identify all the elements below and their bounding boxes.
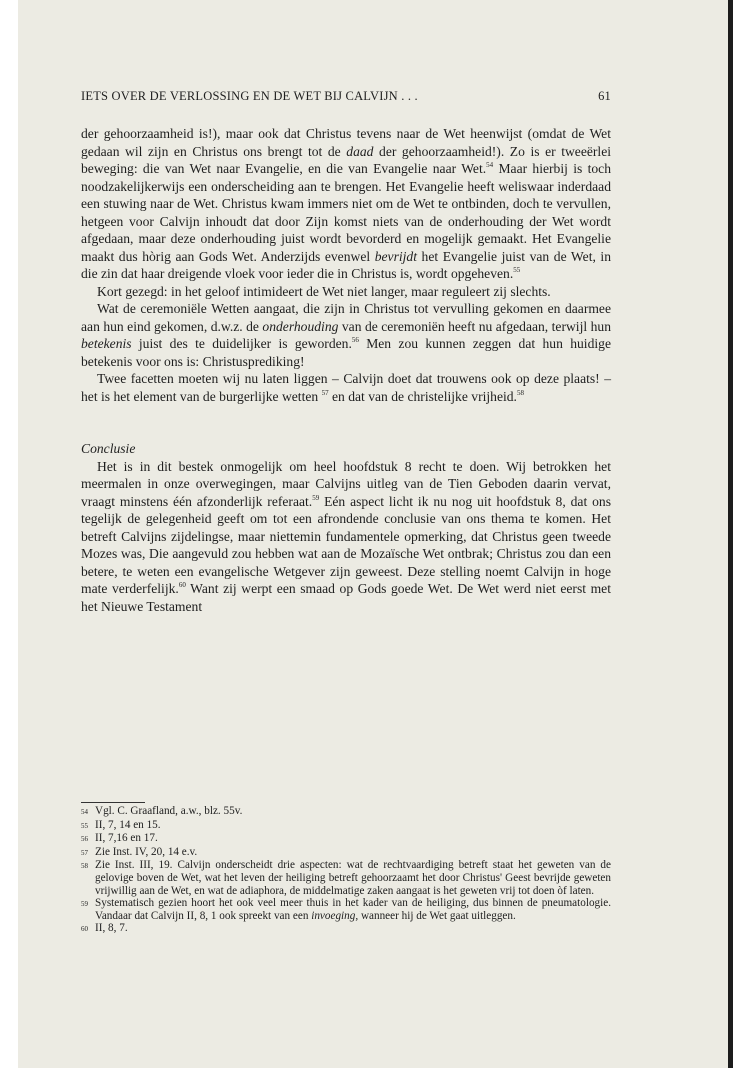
emphasis: daad <box>346 143 374 159</box>
footnote-number: 55 <box>81 821 88 830</box>
emphasis: bevrijdt <box>374 248 417 264</box>
footnote <box>81 922 611 936</box>
footnote <box>81 859 611 897</box>
emphasis: betekenis <box>81 336 132 351</box>
footnote <box>81 846 611 860</box>
footnote-number: 58 <box>81 862 88 871</box>
footnote-number: 57 <box>81 848 88 857</box>
footnote <box>81 832 611 846</box>
footnote <box>81 805 611 819</box>
footnote <box>81 819 611 833</box>
footnotes <box>81 805 611 936</box>
body-text <box>81 125 611 615</box>
running-title: IETS OVER DE VERLOSSING EN DE WET BIJ CALVIJN . . . <box>81 89 418 103</box>
footnote-text: Systematisch gezien hoort het ook veel meer thuis in het kader van de heiliging, dus binnen de pneumatologie. Vandaar dat Calvijn II, 8, 1 ook spreekt van een invoeging, wanneer hij de Wet gaat uitleggen. <box>95 897 611 922</box>
footnote-ref[interactable]: 59 <box>312 493 320 502</box>
paragraph-4: Twee facetten moeten wij nu laten liggen – Calvijn doet dat trouwens ook op deze plaats! – het is het element van de burgerlijke wetten $^{57}$ en dat van de christelijke vrijheid.$^{58}$ <box>81 371 611 404</box>
footnote-text: II, 7,16 en 17. <box>95 832 158 845</box>
footnote <box>81 897 611 922</box>
paragraph-1: der gehoorzaamheid is!), maar ook dat Christus tevens naar de Wet heenwijst (omdat de Wet gedaan wil zijn en Christus ons brengt tot de daad der gehoorzaamheid!). Zo is er tweeërlei beweging: die van Wet naar Evangelie, en die van Evangelie naar Wet.$^{54}$ Maar hierbij is toch noodzakelijkerwijs een onderscheiding aan te brengen. Het Evangelie heeft weliswaar inderdaad een stuwing naar de Wet. Christus kwam immers niet om de Wet te ontbinden, doch te vervullen, hetgeen voor Calvijn inhoudt dat door Zijn komst niets van de onderhouding der Wet wordt afgedaan, maar deze onderhouding juist wordt bevorderd en mogelijk gemaakt. Het Evangelie maakt dus hòrig aan Gods Wet. Anderzijds evenwel bevrijdt het Evangelie juist van de Wet, in die zin dat haar dreigende vloek voor ieder die in Christus is, wordt opgeheven.$^{55}$ <box>81 126 612 281</box>
footnote-number: 54 <box>81 808 88 816</box>
paragraph-3: Wat de ceremoniële Wetten aangaat, die zijn in Christus tot vervulling gekomen en daarmee aan hun eind gekomen, d.w.z. de onderhouding van de ceremoniën heeft nu afgedaan, terwijl hun betekenis juist des te duidelijker is geworden.$^{56}$ Men zou kunnen zeggen dat hun huidige betekenis voor ons is: Christusprediking! <box>81 301 611 369</box>
footnote-divider <box>81 802 145 803</box>
footnote-text: Vgl. C. Graafland, a.w., blz. 55v. <box>95 805 243 817</box>
scan-margin <box>0 0 18 1068</box>
footnote-text: Zie Inst. IV, 20, 14 e.v. <box>95 845 198 858</box>
paragraph-5: Het is in dit bestek onmogelijk om heel hoofdstuk 8 recht te doen. Wij betrokken het meermalen in onze overwegingen, maar Calvijns uitleg van de Tien Geboden daarin vervat, vraagt minstens één afzonderlijk referaat.$^{59}$ Eén aspect licht ik nu nog uit hoofdstuk 8, dat ons tegelijk de gelegenheid geeft om tot een afrondende conclusie van ons thema te komen. Het betreft Calvijns zijdelingse, maar niettemin fundamentele opmerking, dat Christus geen tweede Mozes was, Die aangevuld zou hebben wat aan de Mozaïsche Wet ontbrak; Christus zou dan een betere, te weten een evangelische Wetgever zijn geweest. Deze stelling noemt Calvijn in hoge mate verderfelijk.$^{60}$ Want zij werpt een smaad op Gods goede Wet. De Wet werd niet eerst met het Nieuwe Testament <box>81 458 611 614</box>
footnote-ref[interactable]: 58 <box>516 388 524 397</box>
emphasis: invoeging, <box>311 909 359 922</box>
footnote-text: Zie Inst. III, 19. Calvijn onderscheidt drie aspecten: wat de rechtvaardiging betreft staat het geweten van de gelovige boven de Wet, wat het leven der heiliging betreft gehoorzaamt het door Christus' Geest bevrijde geweten vrijwillig aan de Wet, en wat de adiaphora, de middelmatige zaken aangaat is het geweten vrij tot doen òf laten. <box>95 859 611 897</box>
running-header <box>81 89 611 104</box>
section-heading: Conclusie <box>81 441 136 456</box>
footnote-ref[interactable]: 60 <box>178 581 186 589</box>
footnote-ref[interactable]: 55 <box>513 266 521 274</box>
footnote-text: II, 7, 14 en 15. <box>95 818 161 831</box>
paragraph-2: Kort gezegd: in het geloof intimideert de Wet niet langer, maar reguleert zij slechts. <box>97 283 551 299</box>
emphasis: onderhouding <box>262 318 339 334</box>
page-edge <box>728 0 733 1068</box>
footnote-ref[interactable]: 57 <box>321 388 329 397</box>
footnote-text: II, 8, 7. <box>95 922 128 935</box>
footnote-ref[interactable]: 56 <box>351 336 359 344</box>
page-number: 61 <box>598 89 611 103</box>
footnote-ref[interactable]: 54 <box>486 161 494 169</box>
footnote-number: 56 <box>81 835 88 844</box>
footnote-number: 60 <box>81 925 88 934</box>
book-page <box>18 0 733 1068</box>
footnote-number: 59 <box>81 900 88 909</box>
